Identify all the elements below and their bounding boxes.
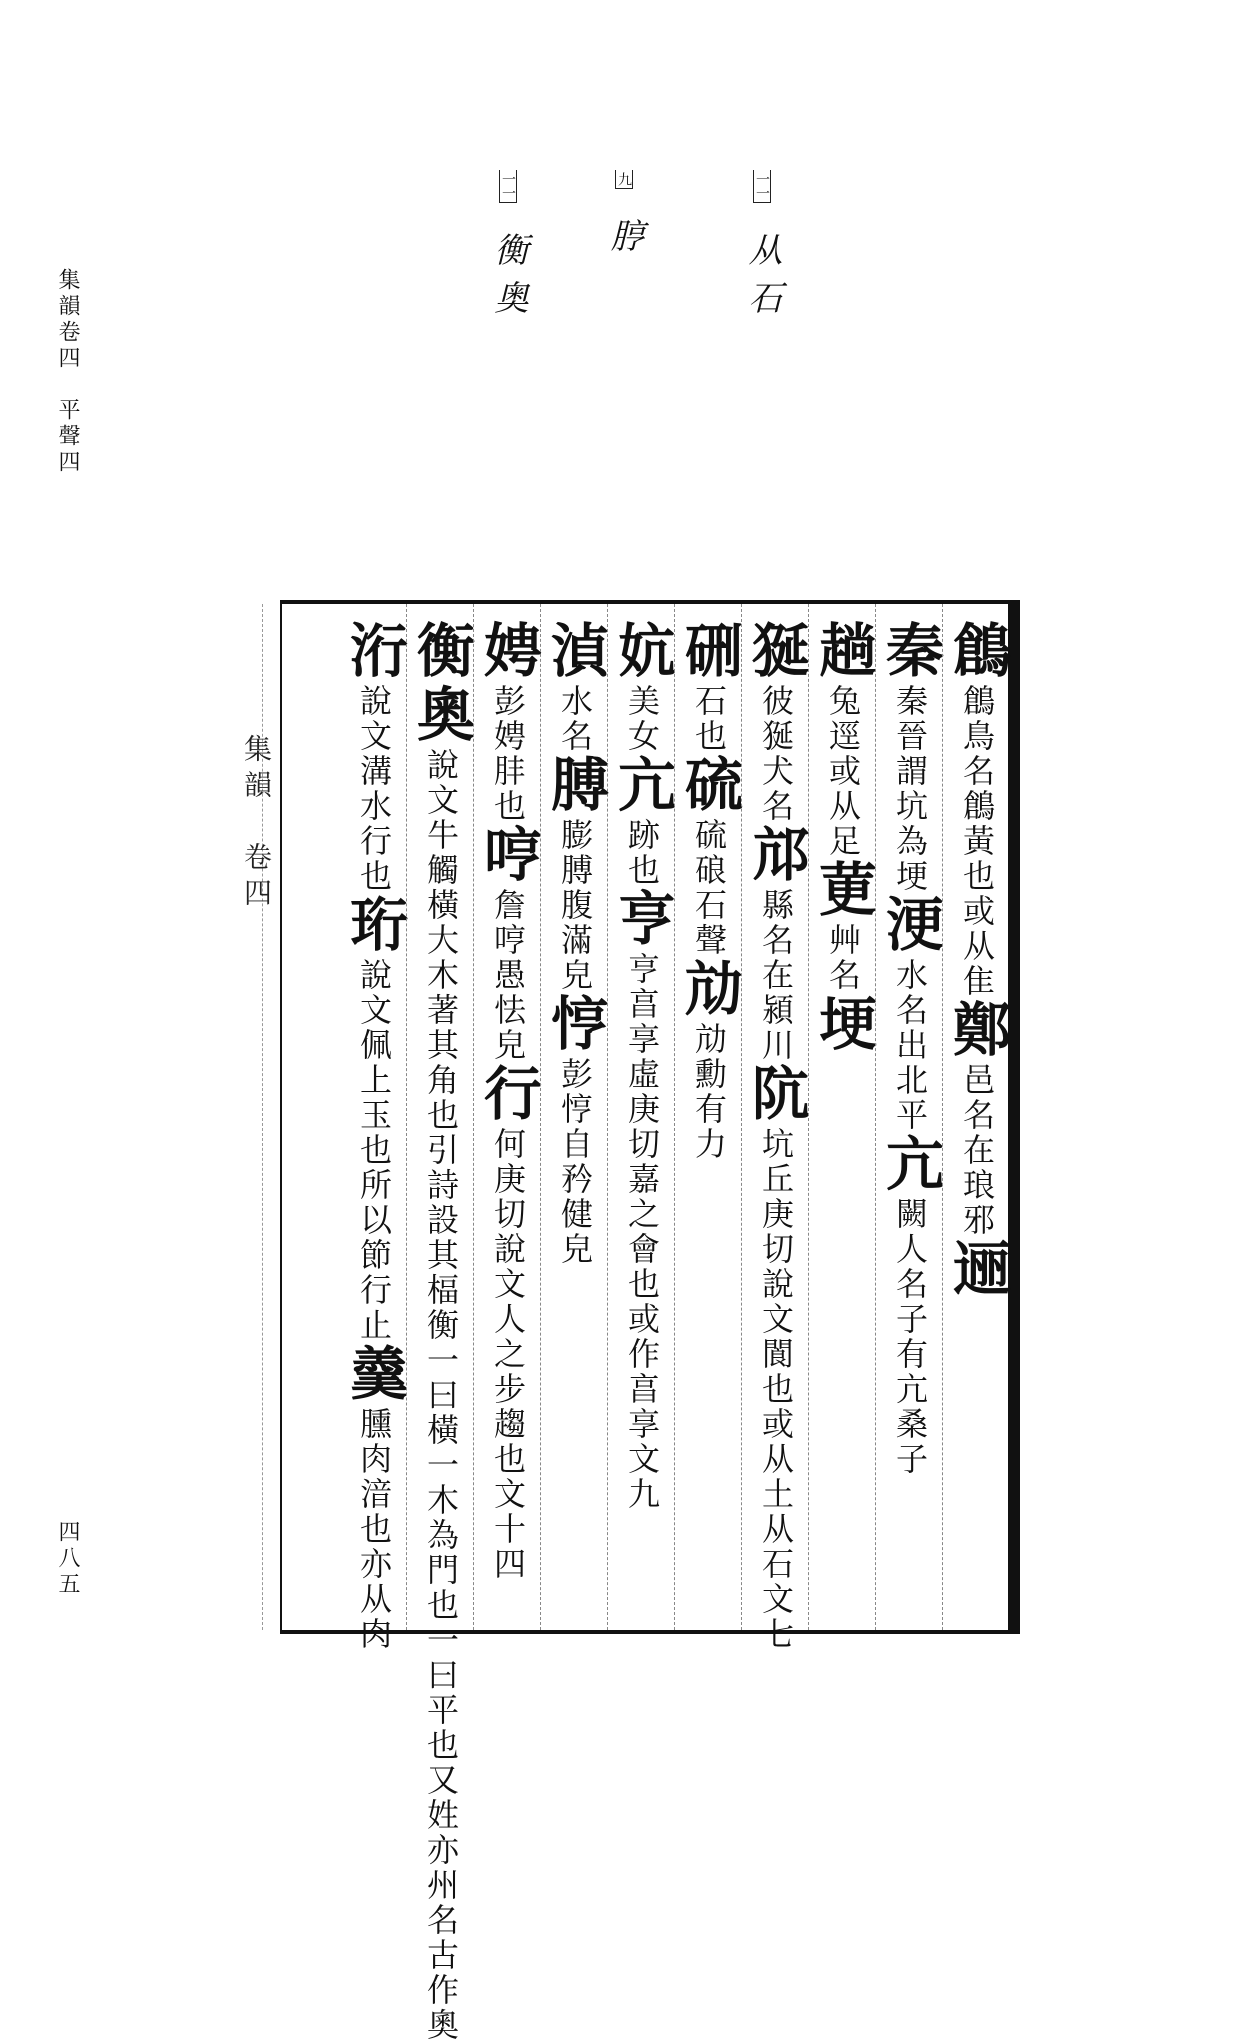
- gloss: 說文溝水行也: [355, 684, 393, 894]
- headword: 膊: [541, 754, 609, 818]
- headword: 洐: [340, 620, 408, 684]
- gloss: 兔逕或从足: [824, 684, 862, 859]
- headword: 趟: [809, 620, 877, 684]
- gloss: 艸名: [824, 923, 862, 993]
- gloss: 闕人名子有亢桑子: [891, 1197, 929, 1477]
- column-rule: [406, 604, 407, 1630]
- gloss: 縣名在潁川: [757, 888, 795, 1063]
- column-rule: [875, 604, 876, 1630]
- headword: 行: [474, 1063, 542, 1127]
- gloss: 詹哼愚怯皃: [489, 888, 527, 1063]
- text-columns: [332, 604, 1011, 2043]
- text-column: [340, 620, 408, 1652]
- gloss: 坑丘庚切說文閬也或从土从石文七: [757, 1127, 795, 1652]
- text-column: [474, 620, 542, 1610]
- gloss: 跡也: [623, 818, 661, 888]
- column-rule: [741, 604, 742, 1630]
- running-head: 集韻卷四 平聲四: [55, 268, 80, 476]
- gloss: 何庚切說文人之步趨也文十四: [489, 1127, 527, 1582]
- gloss: 臐肉湆也亦从肉: [355, 1407, 393, 1652]
- headword: 莄: [809, 859, 877, 923]
- gloss: 硫硠石聲: [690, 818, 728, 958]
- headword: 羹: [340, 1343, 408, 1407]
- gloss: 鶬鳥名鶬黃也或从隹: [958, 684, 996, 999]
- headword: 亢: [876, 1133, 944, 1197]
- note-number: 一一: [499, 170, 517, 203]
- woodblock-page: [240, 600, 1020, 2043]
- gloss: 彭悙自矜健皃: [556, 1057, 594, 1267]
- text-column: [541, 620, 609, 1610]
- gloss: 亨亯享虛庚切嘉之會也或作亯享文九: [623, 952, 661, 1512]
- gloss: 說文牛觸橫大木著其角也引詩設其楅衡一曰橫一木為門也一曰平也又姓亦州名古作奧: [422, 748, 460, 2043]
- headword: 阬: [742, 1063, 810, 1127]
- text-column: [876, 620, 944, 1610]
- gloss: 水名出北平: [891, 958, 929, 1133]
- gloss: 說文佩上玉也所以節行止: [355, 958, 393, 1343]
- text-column: [675, 620, 743, 1610]
- headword: 湞: [541, 620, 609, 684]
- collation-note: [600, 170, 649, 266]
- headword: 逦: [943, 1238, 1011, 1302]
- headword: 硎: [675, 620, 743, 684]
- headword: 鄭: [943, 999, 1011, 1063]
- headword: 妔: [608, 620, 676, 684]
- text-column: [608, 620, 676, 1610]
- column-rule: [607, 604, 608, 1630]
- gloss: 膨膊腹滿皃: [556, 818, 594, 993]
- column-rule: [473, 604, 474, 1630]
- headword: 浭: [876, 894, 944, 958]
- headword: 悙: [541, 993, 609, 1057]
- note-text: 衡奥: [488, 232, 528, 328]
- note-number: 一一: [753, 170, 771, 203]
- headword: 奧: [407, 684, 475, 748]
- note-text: 从石: [742, 232, 782, 328]
- headword: 哼: [474, 824, 542, 888]
- headword: 邟: [742, 824, 810, 888]
- text-column: [809, 620, 877, 1610]
- column-rule: [674, 604, 675, 1630]
- gloss: 美女: [623, 684, 661, 754]
- note-number: 九: [615, 170, 633, 189]
- text-column: [742, 620, 810, 1652]
- headword: 亢: [608, 754, 676, 818]
- headword: 秦: [876, 620, 944, 684]
- column-rule: [540, 604, 541, 1630]
- text-column: [943, 620, 1011, 1610]
- gloss: 石也: [690, 684, 728, 754]
- column-rule: [808, 604, 809, 1630]
- note-text: 脝: [604, 218, 644, 266]
- page-number: 四八五: [55, 1520, 80, 1598]
- column-rule: [942, 604, 943, 1630]
- headword: 珩: [340, 894, 408, 958]
- headword: 衡: [407, 620, 475, 684]
- collation-note: [484, 170, 533, 328]
- gloss: 彼狿犬名: [757, 684, 795, 824]
- headword: 劥: [675, 958, 743, 1022]
- woodblock-border: [1008, 604, 1020, 1630]
- headword: 鶬: [943, 620, 1011, 684]
- collation-note: [738, 170, 787, 328]
- gloss: 劥勳有力: [690, 1022, 728, 1162]
- headword: 娉: [474, 620, 542, 684]
- headword: 亨: [608, 888, 676, 952]
- gloss: 水名: [556, 684, 594, 754]
- headword: 狿: [742, 620, 810, 684]
- text-column: [407, 620, 475, 2043]
- fold-strip-text: 集韻 卷四: [240, 734, 273, 914]
- headword: 硫: [675, 754, 743, 818]
- gloss: 秦晉謂坑為埂: [891, 684, 929, 894]
- gloss: 彭娉肨也: [489, 684, 527, 824]
- gloss: 邑名在琅邪: [958, 1063, 996, 1238]
- headword: 埂: [809, 993, 877, 1057]
